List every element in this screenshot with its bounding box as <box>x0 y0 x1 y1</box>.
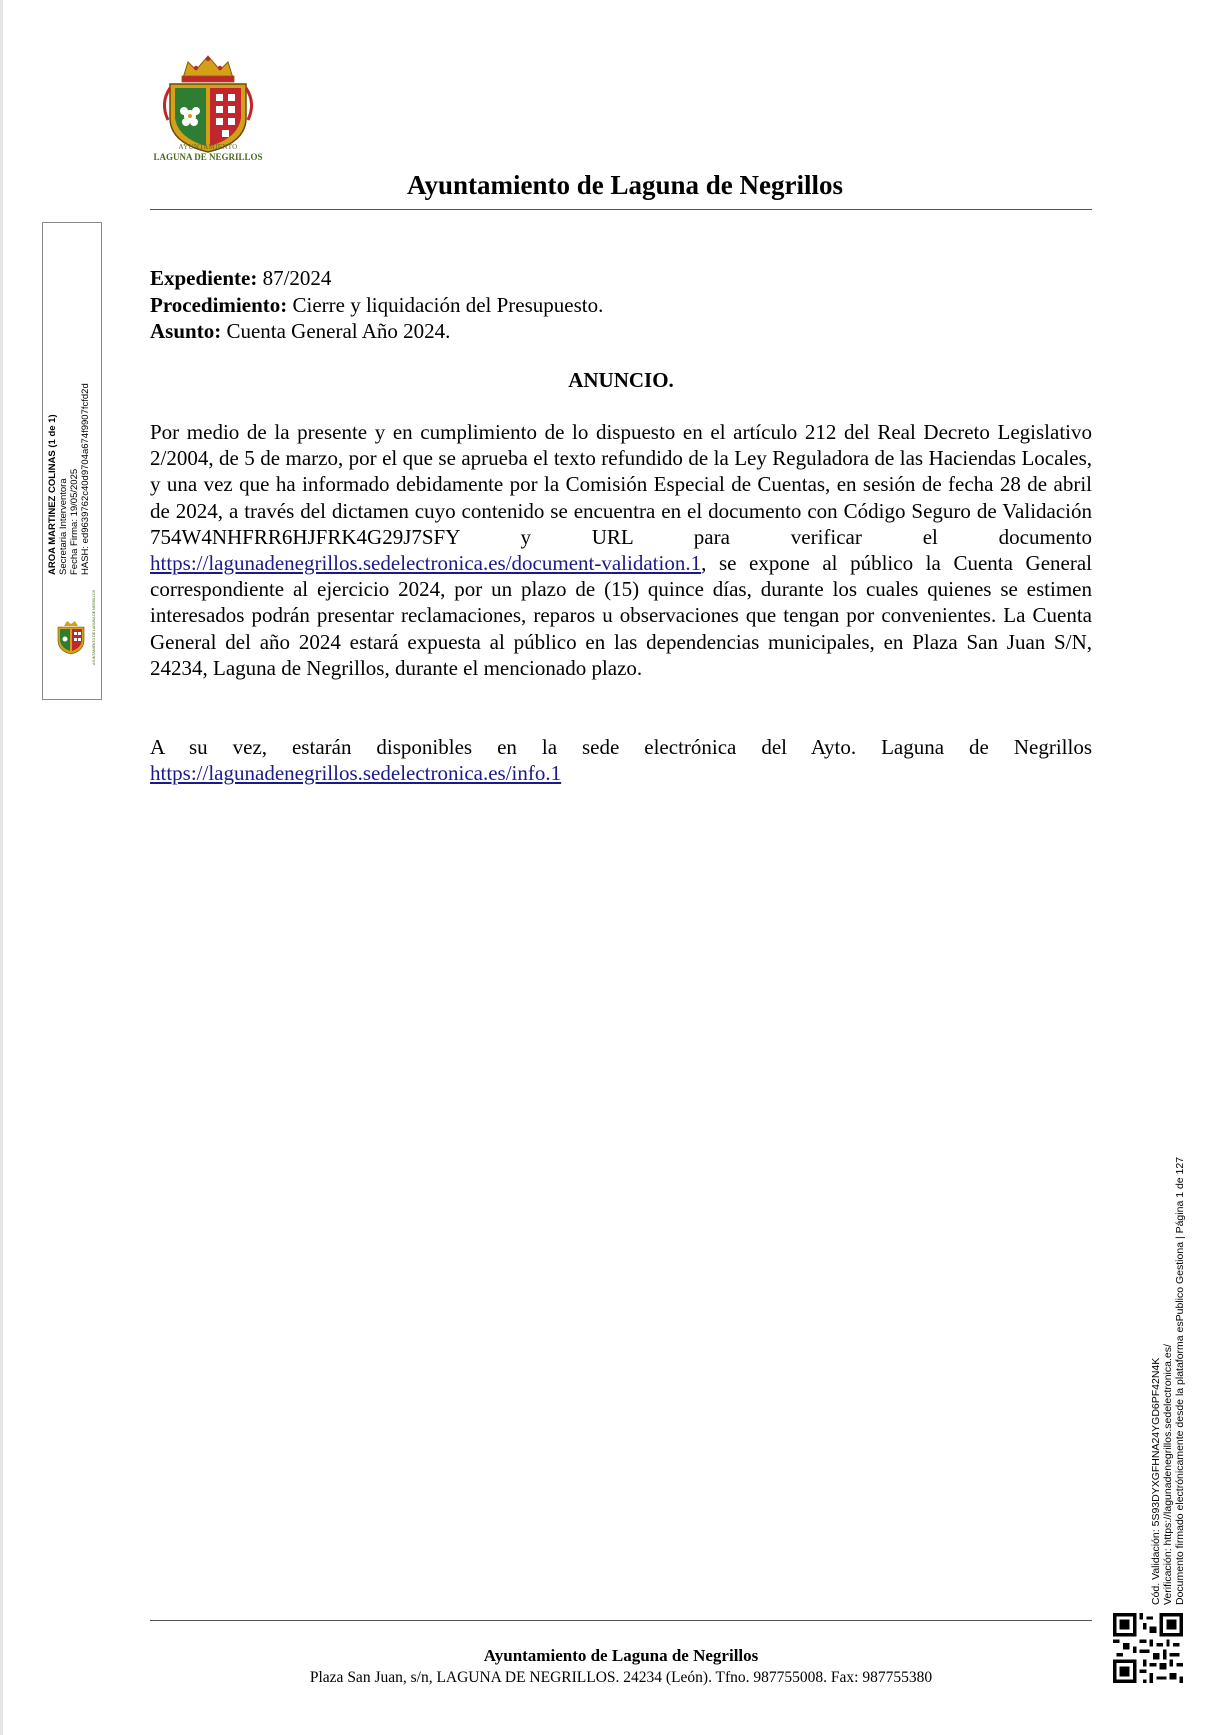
document-validation-link[interactable]: https://lagunadenegrillos.sedelectronica.es/document-validation.1 <box>150 551 702 576</box>
footer-divider <box>150 1620 1092 1621</box>
expediente-label: Expediente: <box>150 266 258 290</box>
sede-info-link[interactable]: https://lagunadenegrillos.sedelectronica.es/info.1 <box>150 761 562 786</box>
verification-url: Verificación: https://lagunadenegrillos.sedelectronica.es/ <box>1162 1344 1174 1605</box>
signer-role: Secretaria Interventora <box>58 478 69 575</box>
qr-code <box>1113 1613 1183 1683</box>
p1-text-after: , se expone al público la Cuenta General correspondiente al ejercicio 2024, por un plazo de (15) quince días, durante los cuales quienes se estimen interesados podrán presentar reclamaciones, reparos u observaciones que tengan por convenientes. La Cuenta General del año 2024 estará expuesta al público en las dependencias municipales, en Plaza San Juan S/N, 24234, Laguna de Negrillos, durante el mencionado plazo. <box>150 551 1092 680</box>
asunto-value: Cuenta General Año 2024. <box>221 319 451 343</box>
expediente-value: 87/2024 <box>257 266 332 290</box>
asunto-label: Asunto: <box>150 319 222 343</box>
logo-caption-bottom: LAGUNA DE NEGRILLOS <box>153 152 263 162</box>
body-paragraph-1 <box>150 419 1092 681</box>
page-edge <box>0 0 3 1735</box>
verification-text <box>1150 1157 1186 1605</box>
platform-page-info: Documento firmado electrónicamente desde la plataforma esPublico Gestiona | Página 1 de 127 <box>1174 1156 1186 1605</box>
p2-text-before: A su vez, estarán disponibles en la sede electrónica del Ayto. Laguna de Negrillos <box>150 735 1092 759</box>
procedimiento-row <box>150 292 1092 319</box>
footer-title: Ayuntamiento de Laguna de Negrillos <box>483 1646 759 1665</box>
p1-text-before: Por medio de la presente y en cumplimiento de lo dispuesto en el artículo 212 del Real Decreto Legislativo 2/2004, de 5 de marzo, por el que se aprueba el texto refundido de la Ley Reguladora de las Haciendas Locales, y una vez que ha informado debidamente por la Comisión Especial de Cuentas, en sesión de fecha 28 de abril de 2024, a través del dictamen cuyo contenido se encuentra en el documento con Código Seguro de Validación 754W4NHFRR6HJFRK4G29J7SFY y URL para verificar el documento <box>150 420 1092 549</box>
header-divider <box>150 209 1092 210</box>
announcement-heading: ANUNCIO. <box>568 368 674 392</box>
signer-name: AROA MARTINEZ COLINAS (1 de 1) <box>47 414 58 575</box>
procedimiento-label: Procedimiento: <box>150 292 288 317</box>
footer-address: Plaza San Juan, s/n, LAGUNA DE NEGRILLOS. 24234 (León). Tfno. 987755008. Fax: 987755380 <box>309 1669 933 1686</box>
signature-date: Fecha Firma: 19/05/2025 <box>69 468 80 575</box>
logo-caption-top: AYUNTAMIENTO <box>178 143 238 151</box>
asunto-row <box>150 318 1092 345</box>
page-title: Ayuntamiento de Laguna de Negrillos <box>406 170 844 200</box>
document-metadata <box>150 265 1092 345</box>
body-paragraph-2 <box>150 734 1092 786</box>
expediente-row <box>150 265 1092 292</box>
validation-code: Cód. Validación: 5S93DYXGFHNA24YGD6PF42N4K <box>1150 1357 1162 1605</box>
procedimiento-value: Cierre y liquidación del Presupuesto. <box>287 292 604 317</box>
signature-mini-label: AYUNTAMIENTO DE LAGUNA DE NEGRILLOS <box>92 589 96 665</box>
signature-mini-logo <box>50 620 92 656</box>
signature-hash: HASH: ed9639762c40d9704a674f9907fcfd2d <box>80 383 91 575</box>
signature-text <box>47 335 91 575</box>
